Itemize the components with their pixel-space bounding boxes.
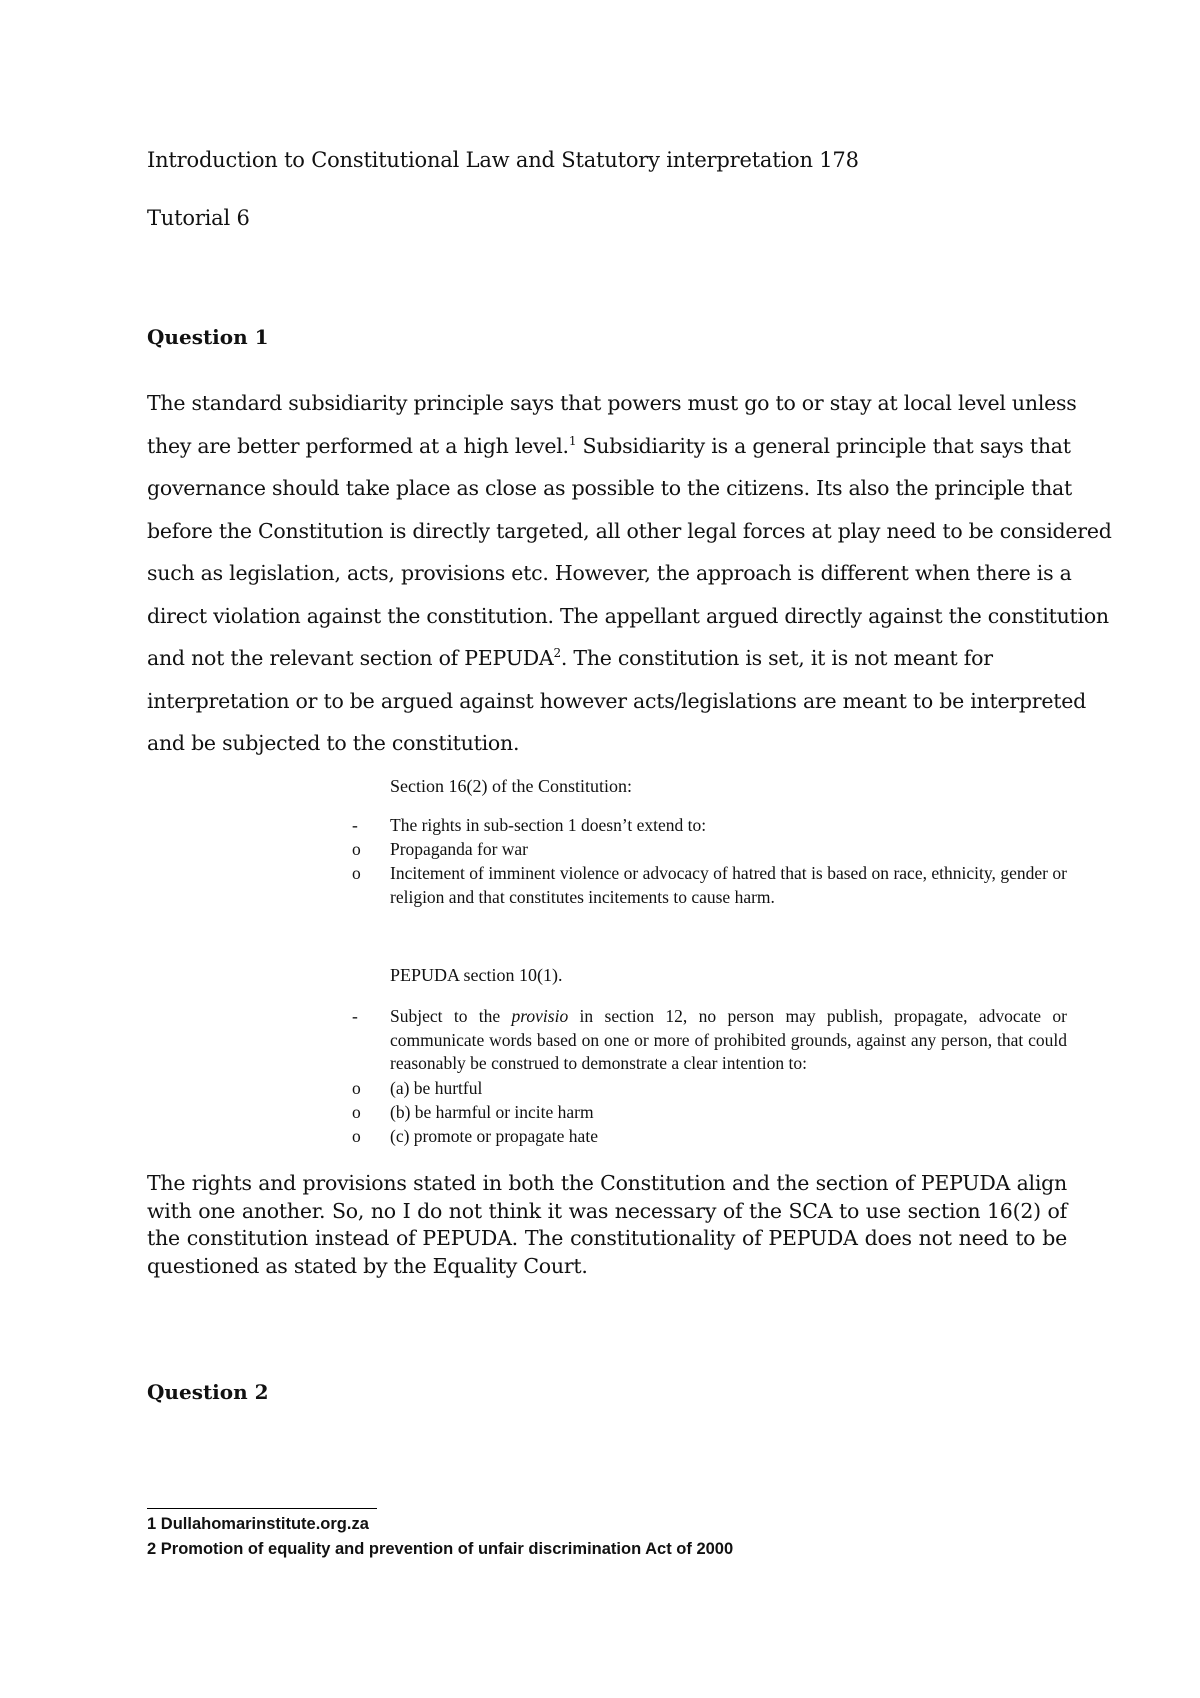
provisio-italic: provisio (511, 1006, 569, 1026)
paragraph-line: The standard subsidiarity principle says that powers must go to or stay at local level unless (147, 391, 1077, 415)
pepuda-title: PEPUDA section 10(1). (390, 965, 563, 985)
footnote-1: 1 Dullahomarinstitute.org.za (147, 1515, 369, 1533)
pepuda-item: o (b) be harmful or incite harm (352, 1101, 1067, 1125)
section-16-item: o Incitement of imminent violence or advocacy of hatred that is based on race, ethnicity, gender or religion and that constitutes incitements to cause harm. (352, 863, 1067, 907)
paragraph-line: direct violation against the constitution. The appellant argued directly against the constitution (147, 603, 1109, 628)
question-1-paragraph (147, 382, 1112, 765)
section-16-item: - The rights in sub-section 1 doesn’t extend to: (352, 814, 1067, 838)
dash-marker: - (352, 815, 358, 835)
pepuda-lead-item: - Subject to the provisio in section 12, no person may publish, propagate, advocate or communicate words based on one or more of prohibited grounds, against any person, that could reasonably be construed to demonstrate a clear intention to: (352, 1006, 1067, 1073)
pepuda-item: o (a) be hurtful (352, 1077, 1067, 1101)
tutorial-label: Tutorial 6 (147, 206, 250, 230)
paragraph-line: they are better performed at a high level.$^1$ Subsidiarity is a general principle that says that (147, 433, 1071, 458)
question-2-heading: Question 2 (147, 1380, 269, 1404)
paragraph-line: before the Constitution is directly targeted, all other legal forces at play need to be considered (147, 518, 1112, 543)
bullet-marker: o (352, 839, 361, 859)
bullet-marker: o (352, 863, 361, 883)
paragraph-line: and be subjected to the constitution. (147, 731, 520, 755)
footnote-2: 2 Promotion of equality and prevention of unfair discrimination Act of 2000 (147, 1540, 734, 1558)
footnote-separator (147, 1508, 377, 1509)
section-16-title: Section 16(2) of the Constitution: (390, 776, 632, 796)
paragraph-line: governance should take place as close as possible to the citizens. Its also the principle that (147, 476, 1072, 500)
question-1-conclusion: The rights and provisions stated in both the Constitution and the section of PEPUDA align with one another. So, no I do not think it was necessary of the SCA to use section 16(2) of the constitution instead of PEPUDA. The constitutionality of PEPUDA does not need to be questioned as stated by the Equality Court. (147, 1171, 1067, 1278)
course-title: Introduction to Constitutional Law and Statutory interpretation 178 (147, 148, 859, 172)
pepuda-item: o (c) promote or propagate hate (352, 1125, 1067, 1149)
bullet-marker: o (352, 1126, 361, 1146)
footnote-ref-1: 1 (568, 433, 577, 448)
paragraph-line: interpretation or to be argued against however acts/legislations are meant to be interpreted (147, 688, 1086, 713)
question-1-heading: Question 1 (147, 325, 269, 349)
dash-marker: - (352, 1006, 358, 1026)
paragraph-line: and not the relevant section of PEPUDA$^2$. The constitution is set, it is not meant for (147, 646, 993, 670)
footnote-ref-2: 2 (553, 646, 561, 660)
bullet-marker: o (352, 1078, 361, 1098)
bullet-marker: o (352, 1102, 361, 1122)
paragraph-line: such as legislation, acts, provisions etc. However, the approach is different when there is a (147, 561, 1072, 585)
section-16-item: o Propaganda for war (352, 838, 1067, 862)
